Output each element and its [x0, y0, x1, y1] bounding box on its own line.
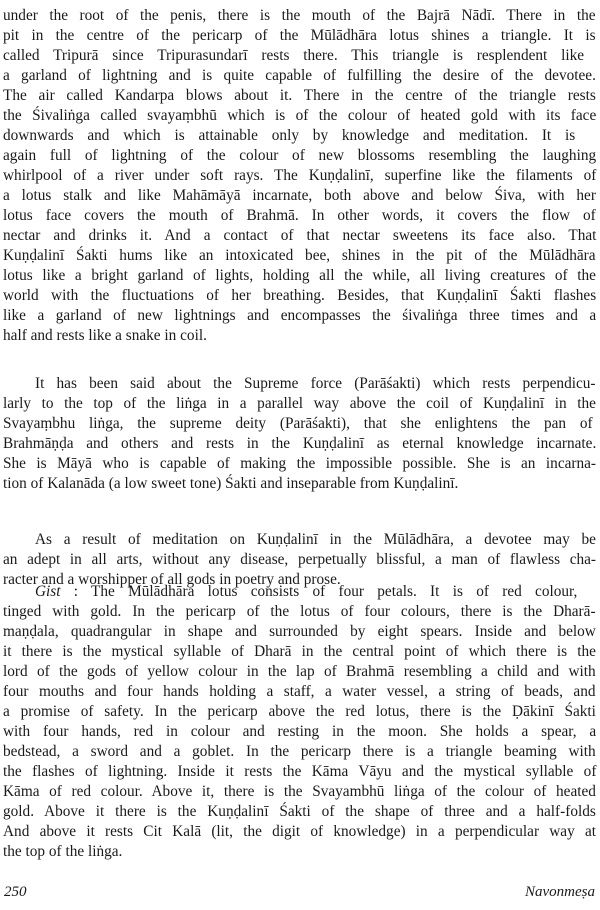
- paragraph-line: bedstead, a sword and a goblet. In the pericarp there is a triangle beaming with: [3, 743, 596, 760]
- paragraph-line: racter and a worshipper of all gods in poetry and prose.: [3, 571, 341, 588]
- paragraph-line: tion of Kalanāda (a low sweet tone) Śakti and inseparable from Kuṇḍalinī.: [3, 475, 459, 492]
- paragraph-line: tinged with gold. In the pericarp of the lotus of four colours, there is the Dharā-: [3, 603, 596, 620]
- paragraph-line: pit in the centre of the pericarp of the Mūlādhāra lotus shines a triangle. It is: [3, 27, 596, 44]
- paragraph-line: downwards and which is attainable only by knowledge and meditation. It is: [3, 127, 576, 144]
- paragraph-line: Kāma of red colour. Above it, there is the Svayambhū liṅga of the colour of heated: [3, 783, 596, 800]
- gist-label: Gist: [35, 583, 61, 600]
- page-number: 250: [4, 884, 27, 900]
- paragraph-line: four mouths and four hands holding a staff, a water vessel, a string of beads, and: [3, 683, 596, 700]
- running-title: Navonmeṣa: [525, 884, 595, 900]
- paragraph-line: under the root of the penis, there is the mouth of the Bajrā Nādī. There in the: [3, 7, 596, 24]
- paragraph-line: like a garland of new lightnings and encompasses the śivaliṅga three times and a: [3, 307, 597, 324]
- paragraph-line: called Tripurā since Tripurasundarī rests there. This triangle is resplendent like: [3, 47, 585, 64]
- paragraph-line: a lotus stalk and like Mahāmāyā incarnate, both above and below Śiva, with her: [3, 187, 596, 204]
- paragraph-line: lord of the gods of yellow colour in the lap of Brahmā resembling a child and with: [3, 663, 596, 680]
- paragraph-line: the Śivaliṅga called svayaṃbhū which is of the colour of heated gold with its face: [3, 107, 597, 124]
- paragraph-line: gold. Above it there is the Kuṇḍalinī Śakti of the shape of three and a half-folds: [3, 803, 596, 820]
- paragraph-line: world with the fluctuations of her breathing. Besides, that Kuṇḍalinī Śakti flashes: [3, 287, 597, 304]
- paragraph-line: It has been said about the Supreme force (Parāśakti) which rests perpendicu-: [35, 375, 596, 392]
- paragraph-line: lotus like a bright garland of lights, holding all the while, all living creatures of the: [3, 267, 596, 284]
- paragraph-line: nectar and drinks it. And a contact of that nectar sweetens its face also. That: [3, 227, 597, 244]
- paragraph-line: a garland of lightning and is quite capable of fulfilling the desire of the devotee.: [3, 67, 596, 84]
- paragraph-line: it there is the mystical syllable of Dharā in the central point of which there is the: [3, 643, 596, 660]
- paragraph-line: lotus face covers the mouth of Brahmā. In other words, it covers the flow of: [3, 207, 596, 224]
- paragraph-line: The air called Kandarpa blows about it. There in the centre of the triangle rests: [3, 87, 596, 104]
- paragraph-line: maṇḍala, quadrangular in shape and surrounded by eight spears. Inside and below: [3, 623, 596, 640]
- paragraph-line: larly to the top of the liṅga in a parallel way above the coil of Kuṇḍalinī in the: [3, 395, 596, 412]
- paragraph-line: Svayaṃbhu liṅga, the supreme deity (Parāśakti), that she enlightens the pan of: [3, 415, 593, 432]
- paragraph-line: again full of lightning of the colour of new blossoms resembling the laughing: [3, 147, 597, 164]
- gist-first-line-text: : The Mūlādhāra lotus consists of four petals. It is of red colour,: [60, 583, 578, 600]
- paragraph-line: an adept in all arts, without any disease, perpetually blissful, a man of flawless cha-: [3, 551, 597, 568]
- paragraph-line: the flashes of lightning. Inside it rests the Kāma Vāyu and the mystical syllable of: [3, 763, 597, 780]
- paragraph-line: She is Māyā who is capable of making the impossible possible. She is an incarna-: [3, 455, 597, 472]
- paragraph-line: Kuṇḍalinī Śakti hums like an intoxicated bee, shines in the pit of the Mūlādhāra: [3, 247, 596, 264]
- paragraph-line: with four hands, red in colour and resting in the moon. She holds a spear, a: [3, 723, 597, 740]
- paragraph-line: And above it rests Cit Kalā (lit, the digit of knowledge) in a perpendicular way at: [3, 823, 597, 840]
- paragraph-line: whirlpool of a river under soft rays. The Kuṇḍalinī, superfine like the filaments of: [3, 167, 597, 184]
- paragraph-line: a promise of safety. In the pericarp above the red lotus, there is the Ḍākinī Śakti: [3, 703, 596, 720]
- paragraph-line: [35, 582, 577, 602]
- paragraph-line: Brahmāṇḍa and others and rests in the Kuṇḍalinī as eternal knowledge incarnate.: [3, 435, 597, 452]
- paragraph-line: As a result of meditation on Kuṇḍalinī in the Mūlādhāra, a devotee may be: [35, 531, 596, 548]
- paragraph-line: half and rests like a snake in coil.: [3, 327, 207, 344]
- paragraph-line: the top of the liṅga.: [3, 843, 123, 860]
